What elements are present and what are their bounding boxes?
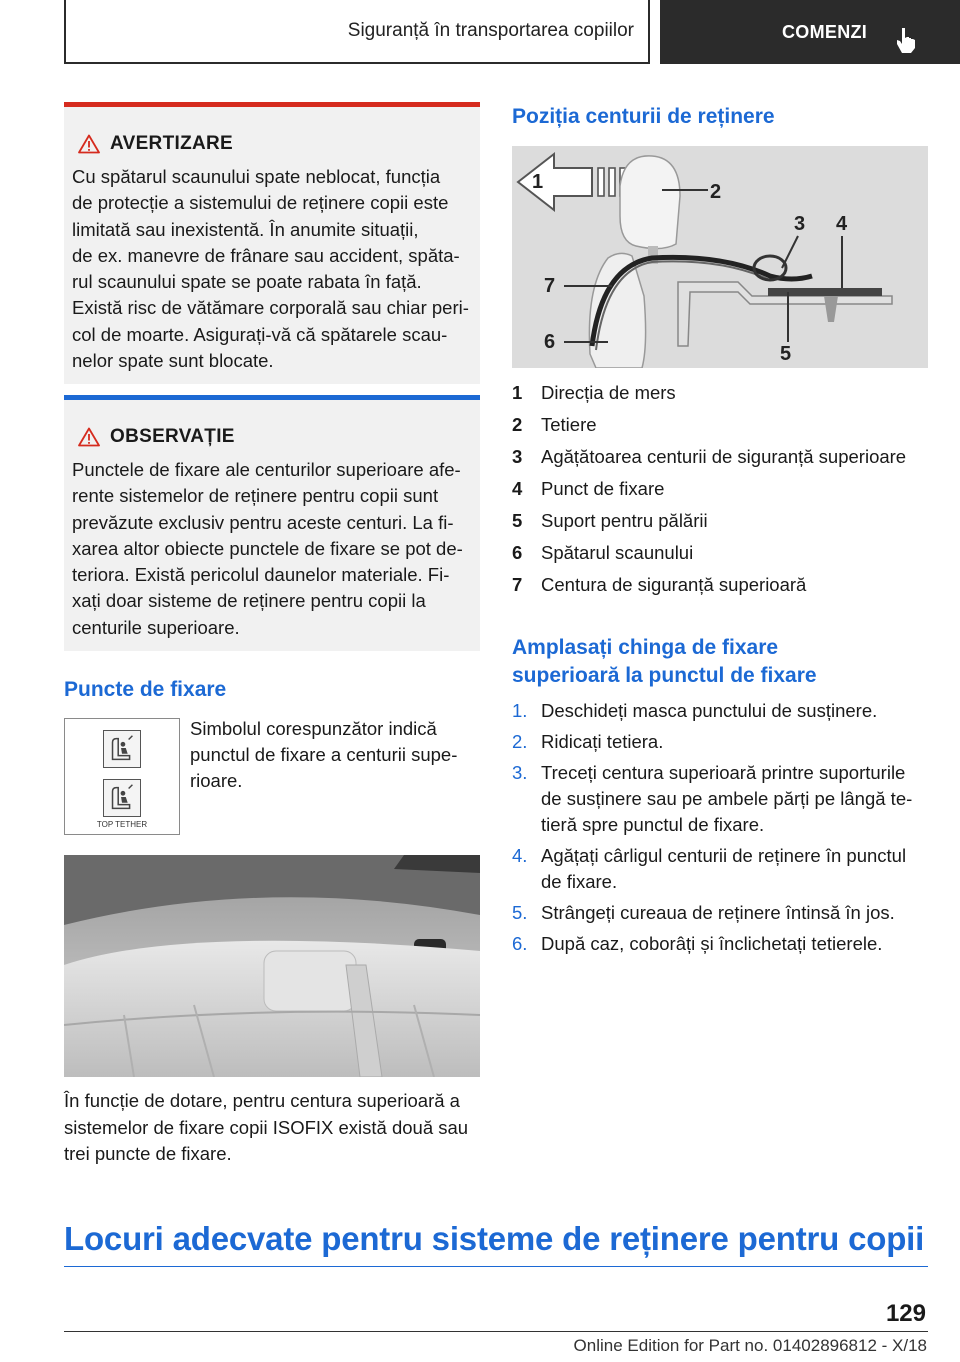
step-item: 2. Ridicați tetiera.: [512, 731, 664, 752]
legend-item: 6 Spătarul scaunului: [512, 542, 694, 563]
footer-divider: [64, 1331, 928, 1332]
page-number: 129: [885, 1300, 926, 1327]
callout-2: 2: [710, 181, 722, 203]
pointing-hand-icon: [893, 26, 921, 54]
callout-1: 1: [532, 171, 544, 193]
warning-triangle-icon: [78, 427, 100, 447]
top-tether-symbol: [64, 718, 180, 835]
callout-7: 7: [544, 275, 556, 297]
legend-item: 2 Tetiere: [512, 414, 597, 435]
warning-box: [64, 102, 480, 384]
top-tether-caption: TOP TETHER: [96, 820, 148, 829]
step-item: 1. Deschideți masca punctului de susținere.: [512, 700, 878, 721]
note-title: OBSERVAȚIE: [110, 426, 235, 447]
callout-5: 5: [780, 343, 792, 365]
section-title: Siguranță în transportarea copiilor: [347, 20, 634, 41]
step-item: 3. Treceți centura superioară printre suporturile de susținere sau pe ambele părți pe lângă te- tieră spre punctul de fixare.: [512, 762, 913, 835]
legend-item: 7 Centura de siguranță superioară: [512, 574, 807, 595]
belt-position-diagram: [512, 146, 928, 368]
warning-title: AVERTIZARE: [110, 133, 233, 154]
child-seat-symbol-icon: [103, 779, 141, 817]
legend-item: 5 Suport pentru pălării: [512, 510, 708, 531]
note-text: Punctele de fixare ale centurilor superioare afe- rente sistemelor de reținere pentru copii sunt prevăzute exclusiv pentru aceste centuri. La fi- xarea altor obiecte punctele de fixare se pot de- teriora. Există pericolul daunelor materiale. Fi- xați doar sisteme de reținere pentru copii la centurile superioare.: [72, 459, 463, 638]
section-header-tab: [64, 0, 650, 64]
belt-position-heading: Poziția centurii de reținere: [512, 105, 775, 128]
symbol-description: Simbolul corespunzător indică punctul de fixare a centurii supe- rioare.: [190, 718, 458, 791]
note-box: [64, 395, 480, 651]
photo-caption: În funcție de dotare, pentru centura superioară a sistemelor de fixare copii ISOFIX există două sau trei puncte de fixare.: [64, 1090, 469, 1164]
callout-3: 3: [794, 213, 806, 235]
warning-text: Cu spătarul scaunului spate neblocat, funcția de protecție a sistemului de reținere copii este limitată sau inexistentă. În anumite situații, de ex. manevre de frânare sau accident, spăta- rul scaunului spate se poate rabata în față. Există risc de vătămare corporală sau chiar peri- col de moarte. Asigurați-vă că spătarele scau- nelor spate sunt blocate.: [72, 166, 469, 372]
footer-edition: Online Edition for Part no. 01402896812 - X/18: [573, 1336, 927, 1355]
step-item: 5. Strângeți cureaua de reținere întinsă în jos.: [512, 902, 895, 923]
rear-seat-photo: [64, 855, 480, 1077]
title-divider: [64, 1266, 928, 1267]
child-seat-symbol-icon: [103, 730, 141, 768]
step-item: 4. Agățați cârligul centurii de reținere în punctul de fixare.: [512, 845, 907, 892]
chapter-title: COMENZI: [782, 21, 868, 42]
section-main-title: Locuri adecvate pentru sisteme de reținere pentru copii: [64, 1220, 925, 1257]
warning-triangle-icon: [78, 134, 100, 154]
legend-item: 3 Agățătoarea centurii de siguranță superioare: [512, 446, 907, 467]
callout-6: 6: [544, 331, 556, 353]
legend-item: 4 Punct de fixare: [512, 478, 665, 499]
legend-item: 1 Direcția de mers: [512, 382, 676, 403]
attach-heading: Amplasați chinga de fixare superioară la punctul de fixare: [512, 636, 817, 687]
step-item: 6. După caz, coborâți și înclichetați tetierele.: [512, 933, 883, 954]
anchor-points-heading: Puncte de fixare: [64, 678, 227, 701]
callout-4: 4: [836, 213, 848, 235]
